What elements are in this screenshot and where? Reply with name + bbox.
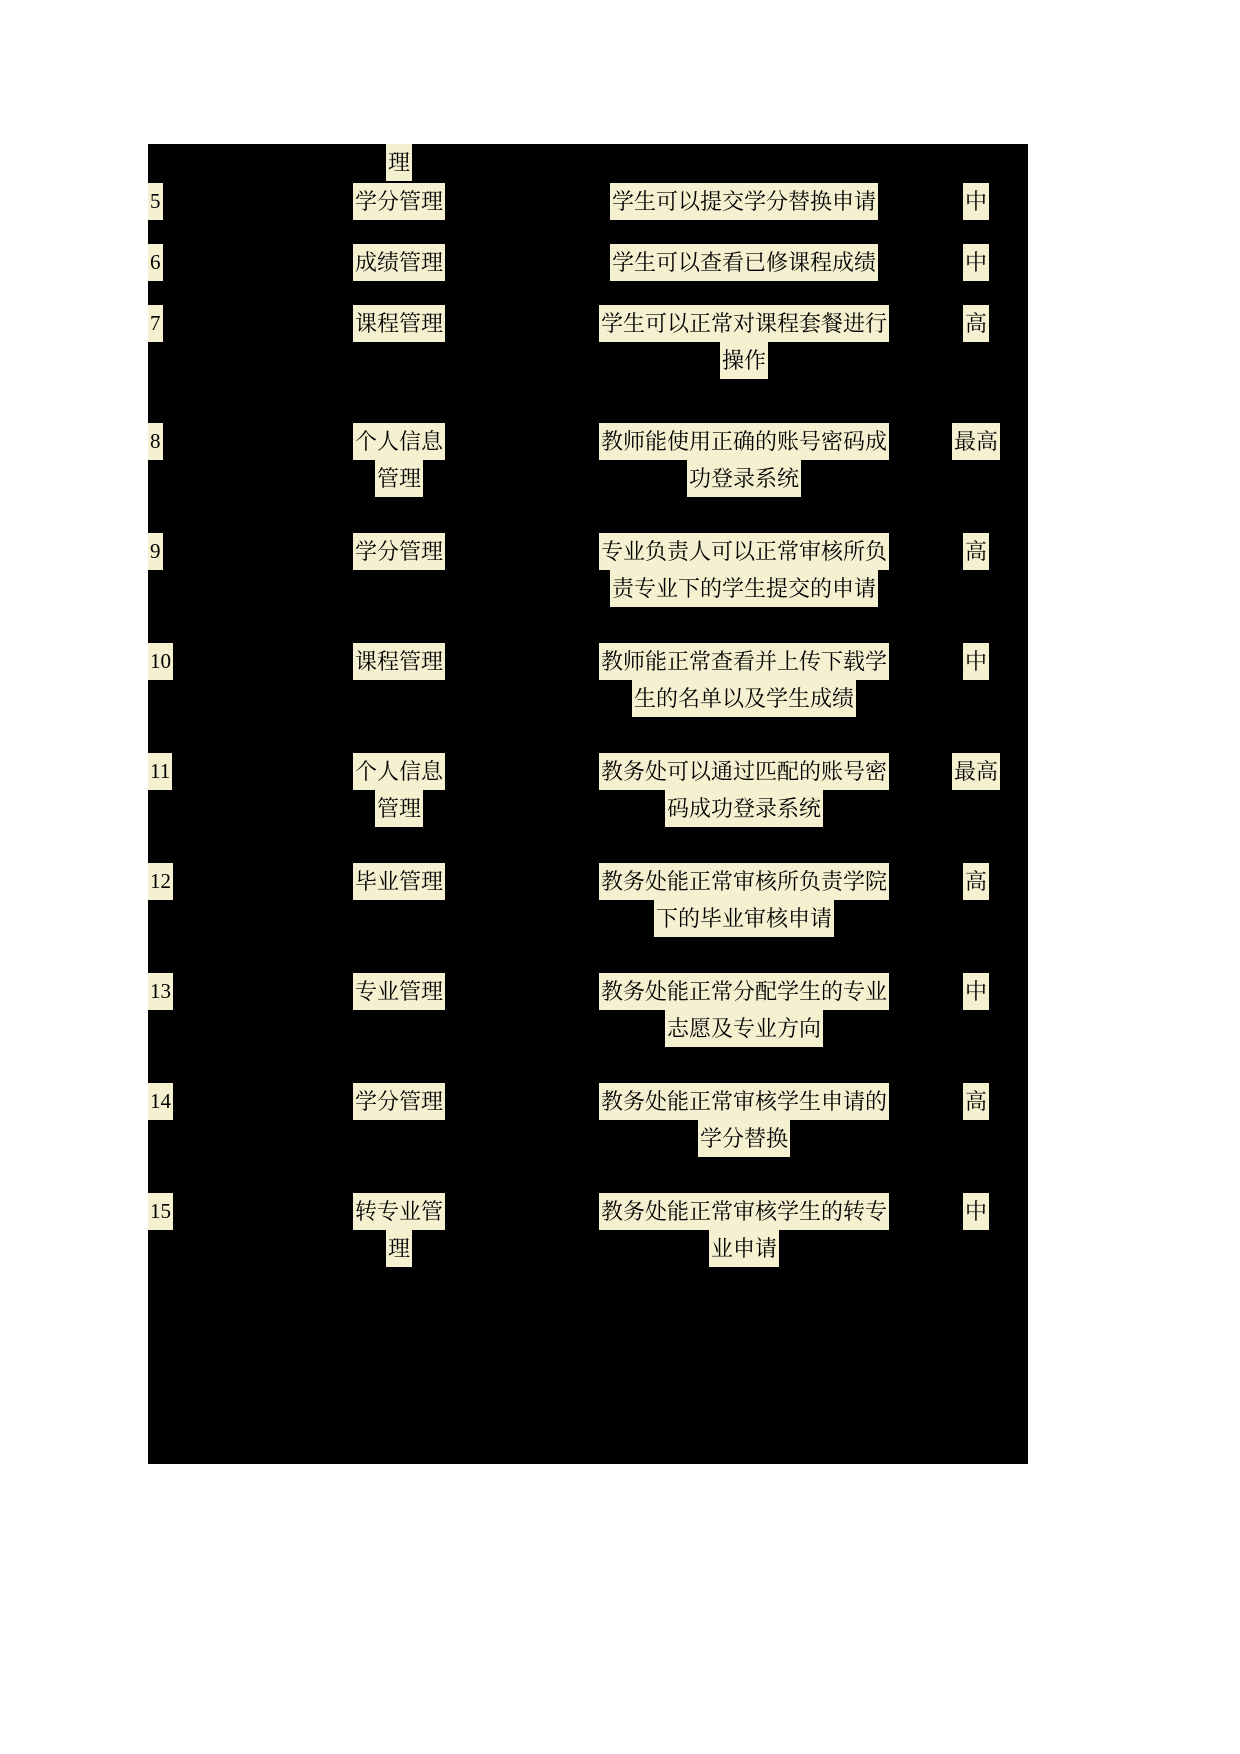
- table-row: [148, 244, 1028, 281]
- cell-requirement-description: [564, 144, 924, 181]
- row-spacer: [148, 827, 1028, 863]
- cell-requirement-description: 学生可以提交学分替换申请: [564, 183, 924, 220]
- cell-priority: 中: [924, 183, 1028, 220]
- table-row: [148, 423, 1028, 497]
- cell-requirement-description: 专业负责人可以正常审核所负 责专业下的学生提交的申请: [564, 533, 924, 607]
- table-row: [148, 533, 1028, 607]
- spacer-cell: [148, 497, 1028, 533]
- cell-priority: [924, 144, 1028, 181]
- table-row: [148, 753, 1028, 827]
- spacer-cell: [148, 220, 1028, 244]
- cell-requirement-description: 教师能正常查看并上传下载学 生的名单以及学生成绩: [564, 643, 924, 717]
- spacer-cell: [148, 281, 1028, 305]
- cell-serial-number: 11: [148, 753, 234, 827]
- cell-serial-number: 7: [148, 305, 234, 379]
- table-row: [148, 144, 1028, 181]
- table-row: [148, 973, 1028, 1047]
- row-spacer: [148, 1157, 1028, 1193]
- cell-priority: 最高: [924, 423, 1028, 497]
- cell-requirement-description: 学生可以正常对课程套餐进行 操作: [564, 305, 924, 379]
- cell-serial-number: 5: [148, 183, 234, 220]
- spacer-cell: [148, 1047, 1028, 1083]
- table-row: [148, 643, 1028, 717]
- cell-serial-number: 10: [148, 643, 234, 717]
- row-spacer: [148, 1047, 1028, 1083]
- cell-module: 个人信息 管理: [234, 423, 564, 497]
- cell-requirement-description: 教务处可以通过匹配的账号密 码成功登录系统: [564, 753, 924, 827]
- spacer-cell: [148, 827, 1028, 863]
- cell-requirement-description: 学生可以查看已修课程成绩: [564, 244, 924, 281]
- spacer-cell: [148, 1157, 1028, 1193]
- cell-requirement-description: 教务处能正常审核学生的转专 业申请: [564, 1193, 924, 1267]
- table-body: [148, 144, 1028, 1303]
- spacer-cell: [148, 607, 1028, 643]
- row-spacer: [148, 497, 1028, 533]
- cell-priority: 中: [924, 643, 1028, 717]
- cell-module: 课程管理: [234, 305, 564, 379]
- row-spacer: [148, 937, 1028, 973]
- cell-serial-number: 13: [148, 973, 234, 1047]
- cell-module: 课程管理: [234, 643, 564, 717]
- cell-serial-number: 6: [148, 244, 234, 281]
- row-spacer: [148, 717, 1028, 753]
- cell-requirement-description: 教务处能正常分配学生的专业 志愿及专业方向: [564, 973, 924, 1047]
- table-row: [148, 183, 1028, 220]
- spacer-cell: [148, 379, 1028, 423]
- cell-module: 个人信息 管理: [234, 753, 564, 827]
- spacer-cell: [148, 717, 1028, 753]
- cell-priority: 高: [924, 863, 1028, 937]
- cell-serial-number: 8: [148, 423, 234, 497]
- requirements-table: [148, 144, 1028, 1303]
- cell-module: 理: [234, 144, 564, 181]
- cell-priority: 高: [924, 1083, 1028, 1157]
- cell-serial-number: 15: [148, 1193, 234, 1267]
- row-spacer: [148, 379, 1028, 423]
- document-table-block: [148, 144, 1028, 1464]
- cell-requirement-description: 教务处能正常审核所负责学院 下的毕业审核申请: [564, 863, 924, 937]
- cell-module: 学分管理: [234, 1083, 564, 1157]
- table-row: [148, 1193, 1028, 1267]
- cell-serial-number: 9: [148, 533, 234, 607]
- cell-module: 学分管理: [234, 533, 564, 607]
- cell-priority: 中: [924, 244, 1028, 281]
- cell-requirement-description: 教师能使用正确的账号密码成 功登录系统: [564, 423, 924, 497]
- table-row: [148, 863, 1028, 937]
- cell-module: 毕业管理: [234, 863, 564, 937]
- table-row: [148, 1083, 1028, 1157]
- row-spacer: [148, 281, 1028, 305]
- row-spacer: [148, 1267, 1028, 1303]
- cell-serial-number: 14: [148, 1083, 234, 1157]
- cell-priority: 高: [924, 533, 1028, 607]
- spacer-cell: [148, 1267, 1028, 1303]
- cell-serial-number: 12: [148, 863, 234, 937]
- cell-priority: 最高: [924, 753, 1028, 827]
- cell-module: 专业管理: [234, 973, 564, 1047]
- row-spacer: [148, 220, 1028, 244]
- cell-requirement-description: 教务处能正常审核学生申请的 学分替换: [564, 1083, 924, 1157]
- cell-module: 成绩管理: [234, 244, 564, 281]
- cell-priority: 中: [924, 973, 1028, 1047]
- cell-priority: 中: [924, 1193, 1028, 1267]
- cell-serial-number: [148, 144, 234, 181]
- row-spacer: [148, 607, 1028, 643]
- spacer-cell: [148, 937, 1028, 973]
- table-row: [148, 305, 1028, 379]
- cell-priority: 高: [924, 305, 1028, 379]
- cell-module: 转专业管 理: [234, 1193, 564, 1267]
- cell-module: 学分管理: [234, 183, 564, 220]
